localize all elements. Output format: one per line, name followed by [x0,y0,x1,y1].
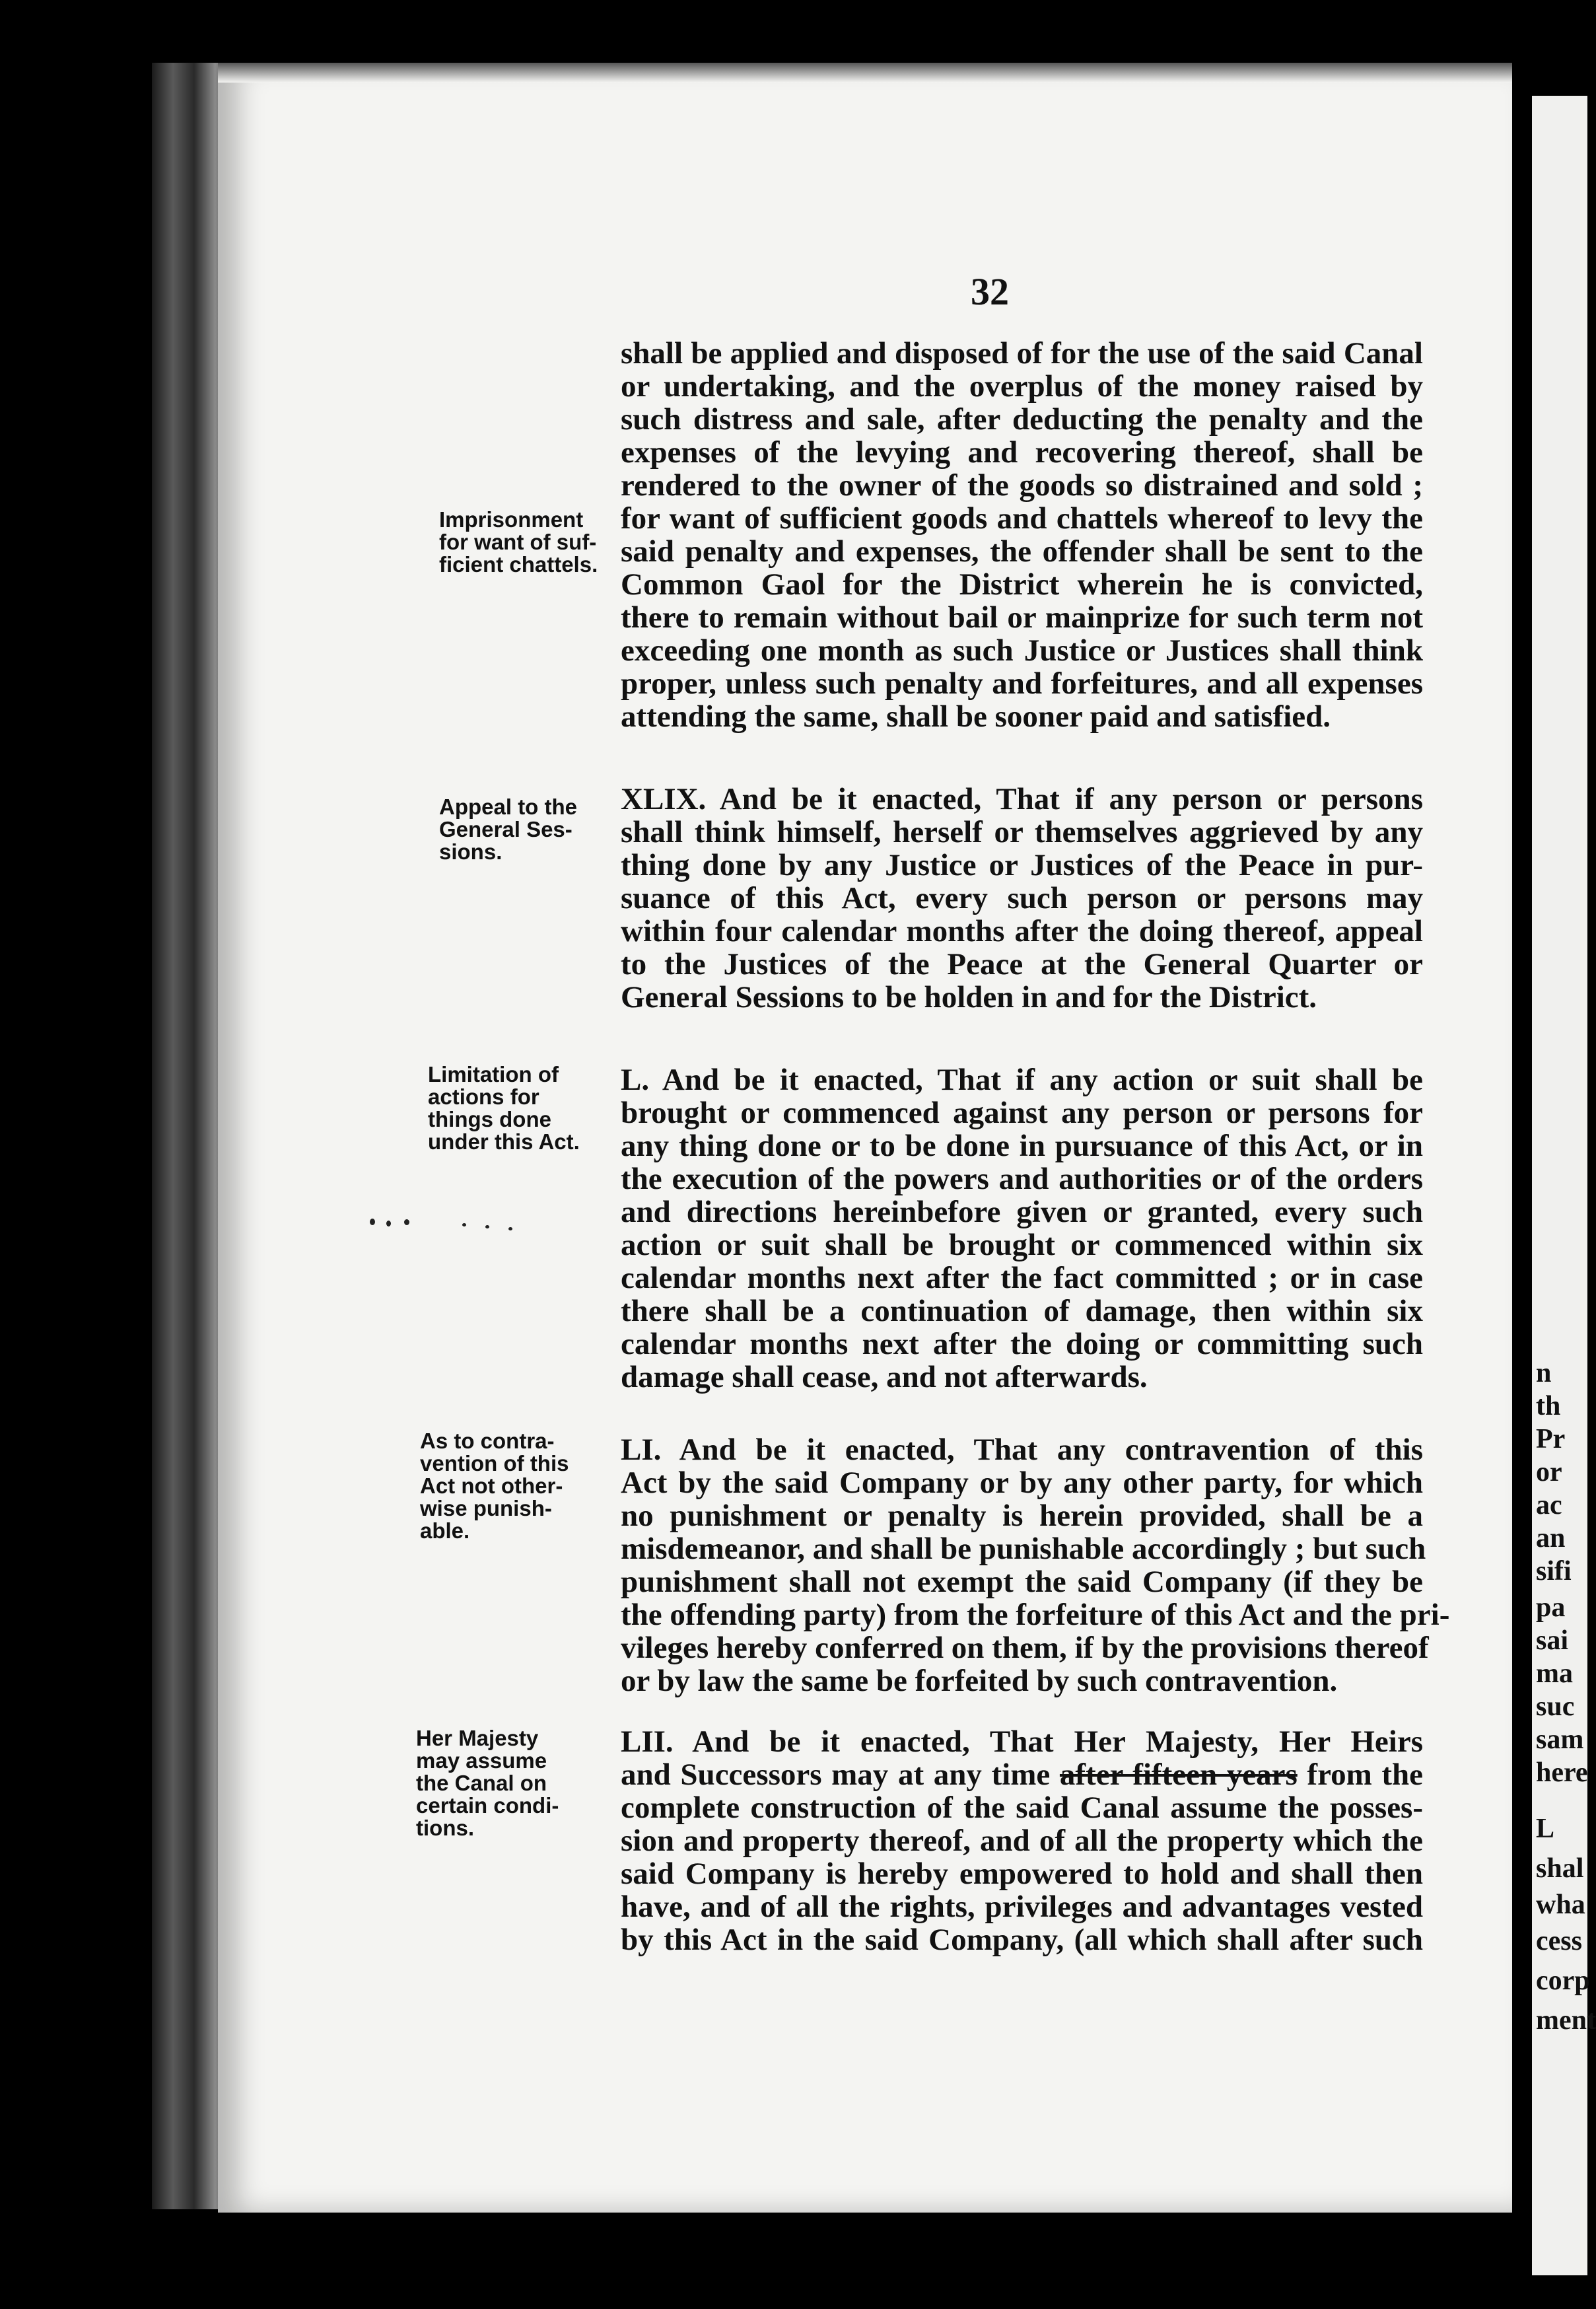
margin-note-contravention [420,1430,611,1542]
margin-note-line: Her Majesty [416,1726,539,1750]
struck-out-text: after fifteen years [1059,1758,1298,1792]
section-l [621,1063,1423,1394]
text-line: damage shall cease, and not afterwards. [621,1360,1148,1394]
text-line: the offending party) from the forfeiture of this Act and the pri- [621,1598,1450,1632]
text-line: L. And be it enacted, That if any action or suit shall be [621,1063,1423,1097]
text-line: proper, unless such penalty and forfeitures, and all expenses [621,666,1423,701]
text-line: complete construction of the said Canal assume the posses- [621,1791,1423,1825]
margin-note-line: Imprisonment [439,507,584,532]
margin-note-line: tions. [416,1816,474,1840]
text-line: LI. And be it enacted, That any contravention of this [621,1433,1423,1467]
text-line-with-strikethrough [621,1758,1423,1791]
text-line: or undertaking, and the overplus of the money raised by [621,369,1423,404]
margin-note-line: General Ses- [439,817,572,841]
text-line: punishment shall not exempt the said Company (if they be [621,1565,1423,1599]
facing-fragment-text: here [1536,1758,1588,1788]
text-line: have, and of all the rights, privileges and advantages vested [621,1890,1423,1924]
text-line: brought or commenced against any person or persons for [621,1096,1423,1130]
text-line: suance of this Act, every such person or persons may [621,881,1423,915]
text-line: no punishment or penalty is herein provided, shall be a [621,1499,1423,1533]
text-line: Act by the said Company or by any other party, for which [621,1466,1423,1500]
text-line: there shall be a continuation of damage, then within six [621,1294,1423,1328]
text-line: for want of sufficient goods and chattels whereof to levy the [621,501,1423,536]
scan-speck [508,1227,512,1230]
facing-fragment-text: sai [1536,1625,1569,1656]
text-line: rendered to the owner of the goods so distrained and sold ; [621,468,1423,503]
scan-speck [485,1225,489,1228]
page-top-shadow [218,63,1512,83]
margin-note-imprisonment [439,509,631,576]
margin-note-line: Act not other- [420,1474,563,1498]
margin-note-her-majesty [416,1727,607,1839]
section-lii [621,1725,1423,1956]
scan-speck [370,1219,375,1225]
facing-fragment-text: n [1536,1358,1552,1388]
text-line: said Company is hereby empowered to hold and shall then [621,1857,1423,1891]
margin-note-line: the Canal on [416,1771,547,1795]
text-line: thing done by any Justice or Justices of the Peace in pur- [621,848,1423,882]
text-line: calendar months next after the doing or committing such [621,1327,1423,1361]
margin-note-line: Limitation of [428,1062,559,1086]
facing-page-fragment [1532,96,1596,2275]
facing-fragment-text: sifi [1536,1556,1572,1586]
text-line: the execution of the powers and authorities or of the orders [621,1162,1423,1196]
margin-note-line: wise punish- [420,1496,552,1520]
facing-fragment-text: suc [1536,1691,1575,1722]
margin-note-line: actions for [428,1084,539,1109]
text-line: such distress and sale, after deducting the penalty and the [621,402,1423,437]
facing-fragment-text: corp [1536,1966,1590,1996]
section-li [621,1433,1450,1698]
text-line: within four calendar months after the doing thereof, appeal [621,914,1423,948]
text-line: attending the same, shall be sooner paid and satisfied. [621,699,1331,734]
facing-fragment-text: ac [1536,1490,1562,1520]
facing-fragment-text: pa [1536,1592,1566,1623]
text-line: any thing done or to be done in pursuance of this Act, or in [621,1129,1423,1163]
text-line: calendar months next after the fact committed ; or in case [621,1261,1423,1295]
text-line: misdemeanor, and shall be punishable accordingly ; but such [621,1532,1426,1566]
margin-note-line: sions. [439,839,503,864]
paragraph-continuation [621,337,1423,733]
section-xlix [621,783,1423,1014]
film-border-left [0,0,152,2309]
text-line: XLIX. And be it enacted, That if any person or persons [621,782,1423,816]
text-line: to the Justices of the Peace at the General Quarter or [621,947,1423,981]
text-line: vileges hereby conferred on them, if by the provisions thereof [621,1631,1429,1665]
facing-fragment-text: ment [1536,2005,1596,2036]
text-line: sion and property thereof, and of all the property which the [621,1824,1423,1858]
margin-note-line: able. [420,1518,470,1543]
text-line: and directions hereinbefore given or granted, every such [621,1195,1423,1229]
margin-note-line: may assume [416,1748,547,1773]
margin-note-appeal [439,796,631,863]
page-number: 32 [971,270,1009,313]
margin-note-line: things done [428,1107,551,1131]
margin-note-line: certain condi- [416,1793,559,1818]
facing-fragment-text: or [1536,1457,1562,1487]
text-line: Common Gaol for the District wherein he is convicted, [621,567,1423,602]
scan-speck [404,1219,409,1225]
margin-note-line: for want of suf- [439,530,597,554]
facing-fragment-text: th [1536,1391,1561,1421]
text-line: expenses of the levying and recovering thereof, shall be [621,435,1423,470]
facing-fragment-text: ma [1536,1658,1573,1689]
scan-speck [462,1223,466,1226]
margin-note-line: ficient chattels. [439,552,598,577]
facing-fragment-text: L [1536,1814,1555,1844]
facing-fragment-text: wha [1536,1890,1585,1920]
text-line: shall think himself, herself or themselves aggrieved by any [621,815,1423,849]
text-line: exceeding one month as such Justice or Justices shall think [621,633,1423,668]
text-line: said penalty and expenses, the offender shall be sent to the [621,534,1423,569]
margin-note-line: Appeal to the [439,795,578,819]
margin-note-limitation [428,1063,619,1153]
facing-fragment-text: an [1536,1523,1566,1553]
margin-note-line: under this Act. [428,1129,580,1154]
facing-fragment-text: shal [1536,1853,1584,1884]
text-line: shall be applied and disposed of for the use of the said Canal [621,336,1423,371]
facing-fragment-text: Pr [1536,1424,1566,1454]
facing-fragment-text: sam [1536,1724,1584,1755]
text-line: or by law the same be forfeited by such contravention. [621,1664,1338,1698]
scan-speck [386,1221,391,1226]
text-segment: from the [1307,1758,1424,1792]
text-segment: and Successors may at any time [621,1758,1051,1792]
margin-note-line: vention of this [420,1451,569,1475]
text-line: by this Act in the said Company, (all which shall after such [621,1923,1423,1957]
text-line: there to remain without bail or mainprize for such term not [621,600,1423,635]
facing-fragment-text: cess [1536,1926,1582,1956]
text-line: action or suit shall be brought or commenced within six [621,1228,1423,1262]
text-line: General Sessions to be holden in and for the District. [621,980,1317,1014]
text-line: LII. And be it enacted, That Her Majesty, Her Heirs [621,1724,1423,1759]
margin-note-line: As to contra- [420,1429,555,1453]
